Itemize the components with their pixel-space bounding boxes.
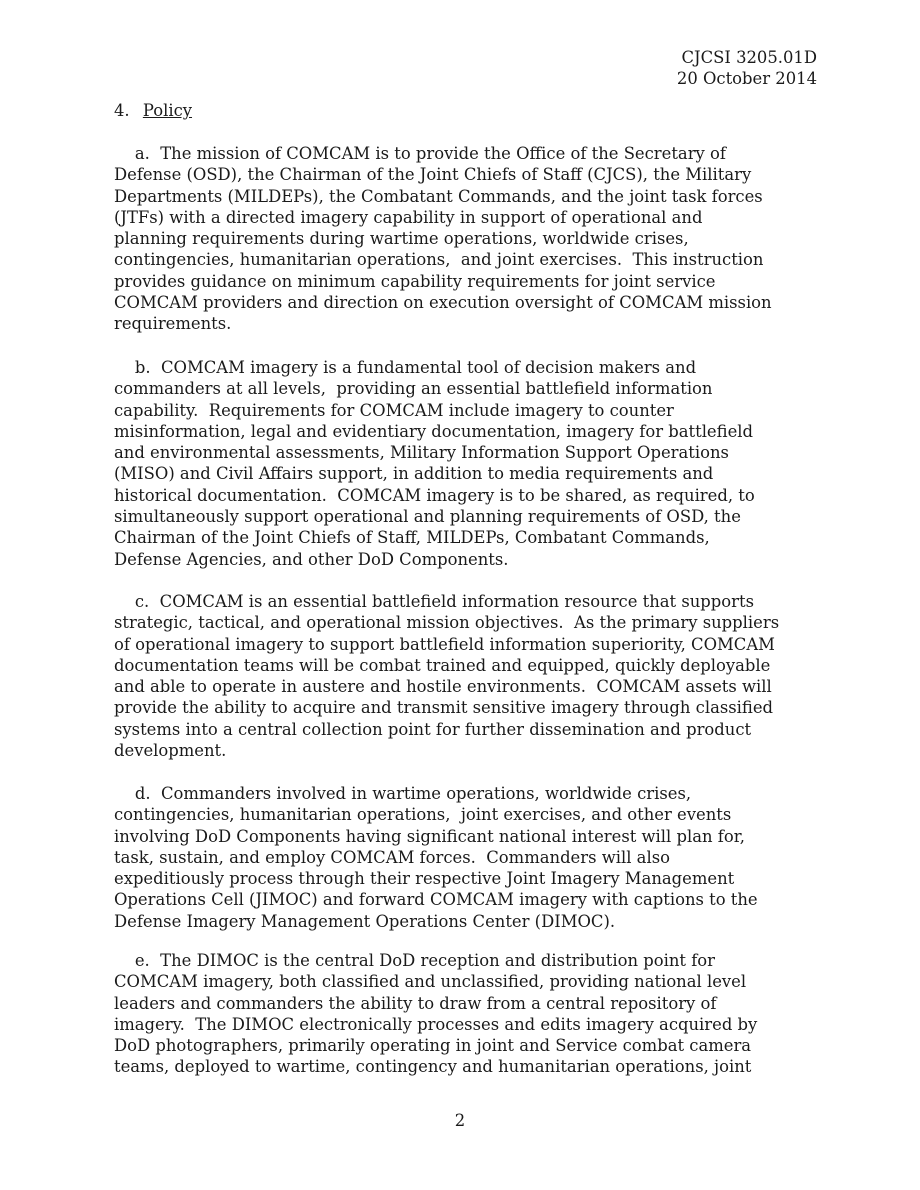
document-id: CJCSI 3205.01D [681, 48, 817, 67]
document-header [677, 47, 817, 89]
text-line: contingencies, humanitarian operations, joint exercises, and other events [114, 805, 732, 825]
text-line: and able to operate in austere and hostile environments. COMCAM assets will [114, 677, 772, 697]
text-line: provide the ability to acquire and transmit sensitive imagery through classified [114, 698, 774, 718]
text-line: (JTFs) with a directed imagery capability in support of operational and [114, 207, 703, 227]
section-number: 4. [114, 101, 130, 120]
text-line: contingencies, humanitarian operations, and joint exercises. This instruction [114, 250, 764, 270]
text-line: Operations Cell (JIMOC) and forward COMCAM imagery with captions to the [114, 890, 758, 910]
text-line: imagery. The DIMOC electronically processes and edits imagery acquired by [114, 1014, 758, 1034]
text-line: requirements. [114, 314, 232, 334]
text-line: task, sustain, and employ COMCAM forces. Commanders will also [114, 847, 670, 867]
text-line: Departments (MILDEPs), the Combatant Commands, and the joint task forces [114, 186, 763, 206]
section-heading [114, 100, 192, 121]
text-line: planning requirements during wartime operations, worldwide crises, [114, 229, 689, 249]
text-line: Defense Imagery Management Operations Center (DIMOC). [114, 911, 616, 931]
section-title: Policy [142, 101, 193, 120]
document-date: 20 October 2014 [676, 69, 817, 88]
text-line: e. The DIMOC is the central DoD reception and distribution point for [114, 951, 715, 970]
text-line: and environmental assessments, Military Information Support Operations [114, 443, 729, 463]
paragraph-c [114, 591, 779, 761]
text-line: documentation teams will be combat trained and equipped, quickly deployable [114, 655, 771, 675]
text-line: a. The mission of COMCAM is to provide the Office of the Secretary of [114, 144, 726, 163]
text-line: historical documentation. COMCAM imagery is to be shared, as required, to [114, 485, 755, 505]
text-line: simultaneously support operational and planning requirements of OSD, the [114, 507, 741, 527]
text-line: commanders at all levels, providing an essential battlefield information [114, 379, 713, 399]
paragraph-e [114, 950, 757, 1078]
text-line: systems into a central collection point for further dissemination and product [114, 719, 752, 739]
text-line: development. [114, 741, 227, 761]
text-line: teams, deployed to wartime, contingency and humanitarian operations, joint [114, 1057, 752, 1077]
text-line: DoD photographers, primarily operating in joint and Service combat camera [114, 1036, 752, 1056]
page-number: 2 [454, 1111, 466, 1130]
text-line: d. Commanders involved in wartime operations, worldwide crises, [114, 784, 692, 803]
text-line: b. COMCAM imagery is a fundamental tool of decision makers and [114, 358, 697, 377]
paragraph-b [114, 357, 755, 570]
text-line: Defense Agencies, and other DoD Components. [114, 549, 509, 569]
text-line: involving DoD Components having significant national interest will plan for, [114, 826, 745, 846]
paragraph-a [114, 143, 772, 335]
text-line: Chairman of the Joint Chiefs of Staff, MILDEPs, Combatant Commands, [114, 528, 710, 548]
text-line: (MISO) and Civil Affairs support, in addition to media requirements and [114, 464, 714, 484]
text-line: expeditiously process through their respective Joint Imagery Management [114, 869, 735, 889]
text-line: c. COMCAM is an essential battlefield information resource that supports [114, 592, 754, 611]
text-line: strategic, tactical, and operational mission objectives. As the primary suppliers [114, 613, 780, 633]
text-line: Defense (OSD), the Chairman of the Joint Chiefs of Staff (CJCS), the Military [114, 165, 752, 185]
text-line: provides guidance on minimum capability requirements for joint service [114, 271, 716, 291]
text-line: of operational imagery to support battlefield information superiority, COMCAM [114, 634, 775, 654]
text-line: leaders and commanders the ability to draw from a central repository of [114, 993, 717, 1013]
text-line: misinformation, legal and evidentiary documentation, imagery for battlefield [114, 421, 754, 441]
paragraph-d [114, 783, 758, 932]
text-line: COMCAM providers and direction on execution oversight of COMCAM mission [114, 293, 772, 313]
text-line: capability. Requirements for COMCAM include imagery to counter [114, 400, 674, 420]
text-line: COMCAM imagery, both classified and unclassified, providing national level [114, 972, 747, 992]
